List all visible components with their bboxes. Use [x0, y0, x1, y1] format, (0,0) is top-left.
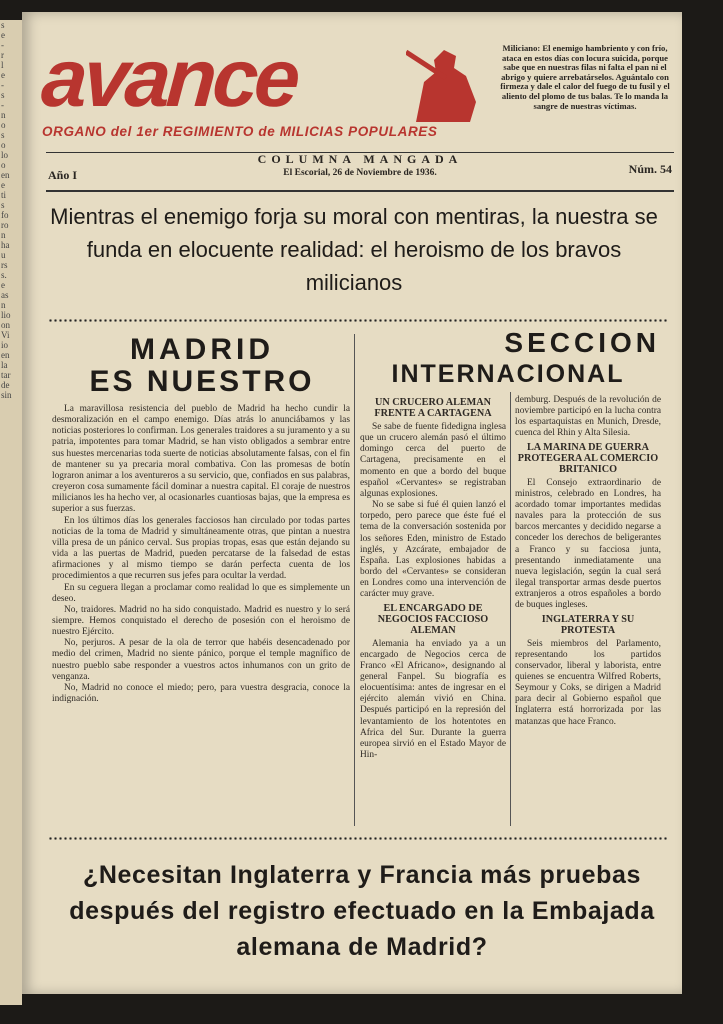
issue-info: [48, 152, 672, 186]
seccion-column-2: [515, 395, 661, 728]
article-paragraph: No, Madrid no conoce el miedo; pero, para vuestra desgracia, conoce la indignación.: [52, 682, 350, 705]
adjacent-page-fragment: s: [1, 130, 5, 140]
seccion-column-1: [360, 395, 506, 761]
adjacent-page-fragment: r: [1, 50, 4, 60]
adjacent-page-fragment: en: [1, 170, 10, 180]
article-paragraph: El Consejo extraordinario de ministros, celebrado en Londres, ha acordado tomar importantes medidas navales para la protección de sus barcos mercantes y decidido negarse a conceder los derechos de beligerantes a Franco y su facciosa junta, presentando inmediatamente una nueva legislación, según la cual será ilegal transportar armas desde puertos extranjeros a otros españoles a bordo de buques ingleses.: [515, 477, 661, 611]
newspaper-page: [22, 12, 682, 994]
militiaman-figure-icon: [406, 42, 478, 124]
adjacent-page-fragment: e: [1, 70, 5, 80]
adjacent-page-fragment: la: [1, 360, 8, 370]
article-paragraph: La maravillosa resistencia del pueblo de Madrid ha hecho cundir la desmoralización en el campo enemigo. Días atrás lo anunciábamos y las noticias posteriores lo confirman. Los generales traidores a su juramento y a su patria, impotentes para tomar Madrid, se han visto obligados a sembrar entre sus huestes mercenarias toda suerte de noticias absolutamente falsas, con el fin de mantener su ya precaria moral combativa. Con las promesas de botín lograron animar a los aventureros a su servicio, que, confiados en sus palabras, creyeron cosa sumamente fácil dominar a nuestra capital. El coraje de nuestros milicianos les ha hecho ver, al ocasionarles cuantiosas bajas, que la empresa es superior a sus fuerzas.: [52, 404, 350, 515]
place-date: El Escorial, 26 de Noviembre de 1936.: [283, 168, 437, 178]
article-paragraph: demburg. Después de la revolución de noviembre participó en la lucha contra los espartaquistas en Munich, Dresde, cuenca del Rhin y Alta Silesia.: [515, 395, 661, 439]
adjacent-page-fragment: s: [1, 20, 5, 30]
article-subheading: EL ENCARGADO DE NEGOCIOS FACCIOSO ALEMAN: [377, 602, 489, 636]
adjacent-page-fragment: o: [1, 120, 6, 130]
column-name: COLUMNA MANGADA: [257, 152, 463, 166]
article-paragraph: No, perjuros. A pesar de la ola de terror que habéis desencadenado por medio del crimen, Madrid no siente pánico, porque el temple magnífico de nuestro pueblo sabe responder a vuestros actos inhumanos con un grito de venganza.: [52, 638, 350, 682]
madrid-title-line2: ES NUESTRO: [89, 365, 315, 398]
adjacent-page-fragment: Vi: [1, 330, 10, 340]
column-rule-1: [354, 334, 355, 826]
article-paragraph: Se sabe de fuente fidedigna inglesa que un crucero alemán pasó el último domingo cerca del puerto de Cartagena, precisamente en el momento en que a bordo del buque español «Cervantes» se registraban algunas explosiones.: [360, 422, 506, 499]
masthead-rule-bottom: [46, 190, 674, 192]
seccion-title-line2: INTERNACIONAL: [391, 360, 625, 388]
adjacent-page-fragment: fo: [1, 210, 9, 220]
article-subheading: INGLATERRA Y SU PROTESTA: [541, 613, 635, 636]
adjacent-page-fragment: io: [1, 340, 9, 350]
madrid-article: [52, 404, 350, 705]
adjacent-page-fragment: ti: [1, 190, 7, 200]
adjacent-page-fragment: de: [1, 380, 10, 390]
adjacent-page-fragment: -: [1, 40, 4, 50]
article-paragraph: Seis miembros del Parlamento, representando los partidos conservador, liberal y laborista, entre quienes se encuentra Wilfred Roberts, Seymour y Coks, se dirigen a Madrid para decir al Gobierno español que Inglaterra está horrorizada por las matanzas que hace Franco.: [515, 638, 661, 727]
adjacent-page-fragment: ha: [1, 240, 10, 250]
adjacent-page-fragment: u: [1, 250, 6, 260]
adjacent-page-edge: [0, 20, 22, 1005]
adjacent-page-fragment: en: [1, 350, 10, 360]
adjacent-page-fragment: -: [1, 100, 4, 110]
star-divider-top: [48, 318, 668, 323]
adjacent-page-fragment: lio: [1, 310, 11, 320]
adjacent-page-fragment: lo: [1, 150, 9, 160]
article-paragraph: En los últimos días los generales facciosos han circulado por todas partes noticias de la toma de Madrid y simultáneamente otras, que pintan a nuestra villa presa de un pánico cerval. Sus propias tropas, esas que están dejando su vida a las puertas de Madrid, pueden percatarse de la falsedad de estas afirmaciones y al mismo tiempo se darán perfecta cuenta de los procedimientos a que recurren sus jefes para ocultar la verdad.: [52, 515, 350, 582]
issue-year: Año I: [48, 168, 78, 182]
bottom-headline: ¿Necesitan Inglaterra y Francia más pruebas después del registro efectuado en la Embajada alemana de Madrid?: [69, 861, 655, 961]
adjacent-page-fragment: n: [1, 300, 6, 310]
adjacent-page-fragment: s: [1, 90, 5, 100]
adjacent-page-fragment: sin: [1, 390, 12, 400]
issue-number: Núm. 54: [628, 162, 672, 176]
adjacent-page-fragment: rs: [1, 260, 8, 270]
adjacent-page-fragment: s.: [1, 270, 7, 280]
main-headline: Mientras el enemigo forja su moral con mentiras, la nuestra se funda en elocuente realidad: el heroismo de los bravos milicianos: [50, 204, 658, 295]
column-rule-2: [510, 392, 511, 826]
adjacent-page-fragment: o: [1, 160, 6, 170]
article-subheading: UN CRUCERO ALEMAN FRENTE A CARTAGENA: [374, 397, 492, 419]
adjacent-page-fragment: s: [1, 200, 5, 210]
seccion-title-line1: SECCION: [504, 327, 660, 358]
newspaper-subtitle: ORGANO del 1er REGIMIENTO de MILICIAS POPULARES: [42, 124, 438, 139]
adjacent-page-fragment: e: [1, 280, 5, 290]
madrid-title-line1: MADRID: [130, 333, 274, 366]
adjacent-page-fragment: l: [1, 60, 4, 70]
adjacent-page-fragment: ro: [1, 220, 9, 230]
article-paragraph: En su ceguera llegan a proclamar como realidad lo que es simplemente un deseo.: [52, 582, 350, 604]
newspaper-logo: avance: [38, 33, 300, 124]
miliciano-quote: Miliciano: El enemigo hambriento y con frío, ataca en estos días con locura suicida, porque sabe que en nuestras filas ni falta el pan ni el abrigo y quiere arrebatárselos. Aguántalo con firmeza y dale el calor del fuego de tu fusil y el aliento del plomo de tus balas. Te lo manda la sangre de nuestras víctimas.: [500, 43, 670, 111]
adjacent-page-fragment: e: [1, 180, 5, 190]
adjacent-page-fragment: n: [1, 110, 6, 120]
adjacent-page-fragment: as: [1, 290, 9, 300]
star-divider-bottom: [48, 836, 668, 841]
article-paragraph: No se sabe si fué él quien lanzó el torpedo, pero parece que éste fué el tema de la conversación sostenida por los señores Eden, ministro de Estado inglés, y Azcárate, embajador de España. Las explosiones habidas a bordo del «Cervantes» se consideran en Londres como una intervención de carácter muy grave.: [360, 500, 506, 600]
article-subheading: LA MARINA DE GUERRA PROTEGERA AL COMERCIO BRITANICO: [517, 441, 659, 475]
adjacent-page-fragment: o: [1, 140, 6, 150]
adjacent-page-fragment: -: [1, 80, 4, 90]
adjacent-page-fragment: e: [1, 30, 5, 40]
masthead: [38, 33, 478, 150]
article-paragraph: Alemania ha enviado ya a un encargado de Negocios cerca de Franco «El Africano», designando al general Fanpel. Su biografía es elocuentísima: antes de ingresar en el ejército alemán vivió en China. Después participó en la represión del levantamiento de los hotentotes en Africa del Sur. Durante la guerra europea sirvió en el Estado Mayor de Hin-: [360, 638, 506, 761]
article-paragraph: No, traidores. Madrid no ha sido conquistado. Madrid es nuestro y lo será siempre. Hemos conquistado el derecho de posesión con el heroismo de nuestro Ejército.: [52, 604, 350, 638]
adjacent-page-fragment: n: [1, 230, 6, 240]
adjacent-page-fragment: on: [1, 320, 10, 330]
adjacent-page-fragment: tar: [1, 370, 11, 380]
